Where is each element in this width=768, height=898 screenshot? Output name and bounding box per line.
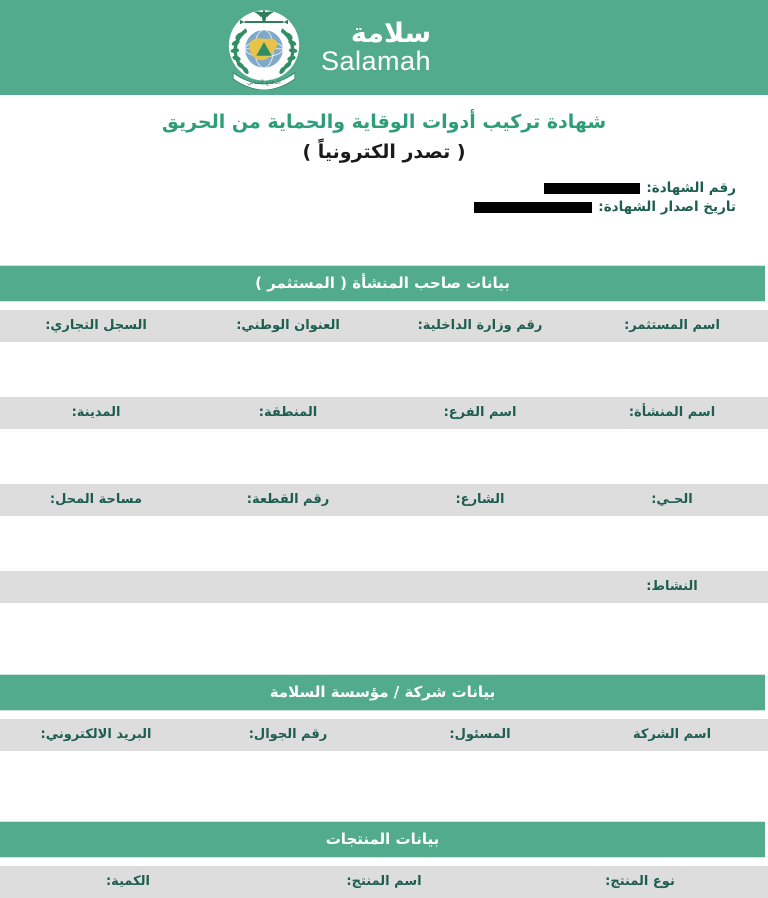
label-investor-name: اسم المستثمر: xyxy=(624,318,720,333)
certificate-meta-block xyxy=(0,179,768,217)
brand-lockup xyxy=(221,6,431,90)
label-company-name: اسم الشركة xyxy=(632,727,712,742)
label-district: الحـي: xyxy=(651,492,693,507)
value-row-investor-2 xyxy=(0,429,768,484)
label-plot-number: رقم القطعة: xyxy=(246,492,330,507)
section-header-products xyxy=(0,821,765,858)
field-label-row-products-1 xyxy=(0,866,768,898)
field-label-row-investor-3 xyxy=(0,484,768,516)
certificate-issue-date-row xyxy=(0,198,768,217)
brand-name-arabic: سلامة xyxy=(350,17,432,49)
saudi-civil-defense-emblem-icon xyxy=(221,6,307,90)
field-label-row-investor-4 xyxy=(0,571,768,603)
label-commercial-register: السجل التجاري: xyxy=(45,318,147,333)
certificate-issue-date-label: تاريخ اصدار الشهادة: xyxy=(598,199,736,215)
certificate-number-label: رقم الشهادة: xyxy=(646,180,736,196)
label-responsible-person: المسئول: xyxy=(449,727,511,742)
certificate-number-redacted-value xyxy=(544,183,640,194)
label-branch-name: اسم الفرع: xyxy=(443,405,517,420)
label-email: البريد الالكتروني: xyxy=(40,727,152,742)
spacer-before-products-section xyxy=(0,806,768,821)
label-national-address: العنوان الوطني: xyxy=(236,318,340,333)
section-header-safety-company xyxy=(0,674,765,711)
field-label-row-investor-2 xyxy=(0,397,768,429)
label-city: المدينة: xyxy=(71,405,121,420)
value-row-company-1 xyxy=(0,751,768,806)
document-subtitle: ( تصدر الكترونياً ) xyxy=(302,140,466,163)
label-product-name: اسم المنتج: xyxy=(346,874,422,889)
value-row-investor-3 xyxy=(0,516,768,571)
document-title-block xyxy=(0,95,768,165)
document-title: شهادة تركيب أدوات الوقاية والحماية من الحريق xyxy=(161,111,607,133)
label-shop-area: مساحة المحل: xyxy=(49,492,143,507)
certificate-issue-date-redacted-value xyxy=(474,202,592,213)
section-header-investor-title: بيانات صاحب المنشأة ( المستثمر ) xyxy=(255,274,510,292)
field-label-row-company-1 xyxy=(0,719,768,751)
gap-after-company-header xyxy=(0,711,768,719)
section-header-investor xyxy=(0,265,765,302)
value-row-investor-1 xyxy=(0,342,768,397)
section-header-safety-company-title: بيانات شركة / مؤسسة السلامة xyxy=(269,683,496,701)
spacer-before-company-section xyxy=(0,658,768,674)
page-header-band xyxy=(0,0,768,95)
label-product-type: نوع المنتج: xyxy=(605,874,675,889)
gap-after-products-header xyxy=(0,858,768,866)
label-quantity: الكمية: xyxy=(105,874,150,889)
label-mobile-number: رقم الجوال: xyxy=(248,727,328,742)
value-row-investor-4 xyxy=(0,603,768,658)
section-header-products-title: بيانات المنتجات xyxy=(325,830,440,848)
certificate-number-row xyxy=(0,179,768,198)
field-label-row-investor-1 xyxy=(0,310,768,342)
svg-text:الدفاع المدني: الدفاع المدني xyxy=(247,78,281,86)
brand-name-english: Salamah xyxy=(320,45,432,76)
brand-text xyxy=(320,17,432,76)
label-interior-ministry-number: رقم وزارة الداخلية: xyxy=(417,318,543,333)
gap-after-investor-header xyxy=(0,302,768,310)
label-region: المنطقة: xyxy=(258,405,318,420)
label-street: الشارع: xyxy=(455,492,505,507)
label-facility-name: اسم المنشأة: xyxy=(628,405,716,420)
spacer-before-investor-section xyxy=(0,217,768,265)
label-activity: النشاط: xyxy=(646,579,698,594)
